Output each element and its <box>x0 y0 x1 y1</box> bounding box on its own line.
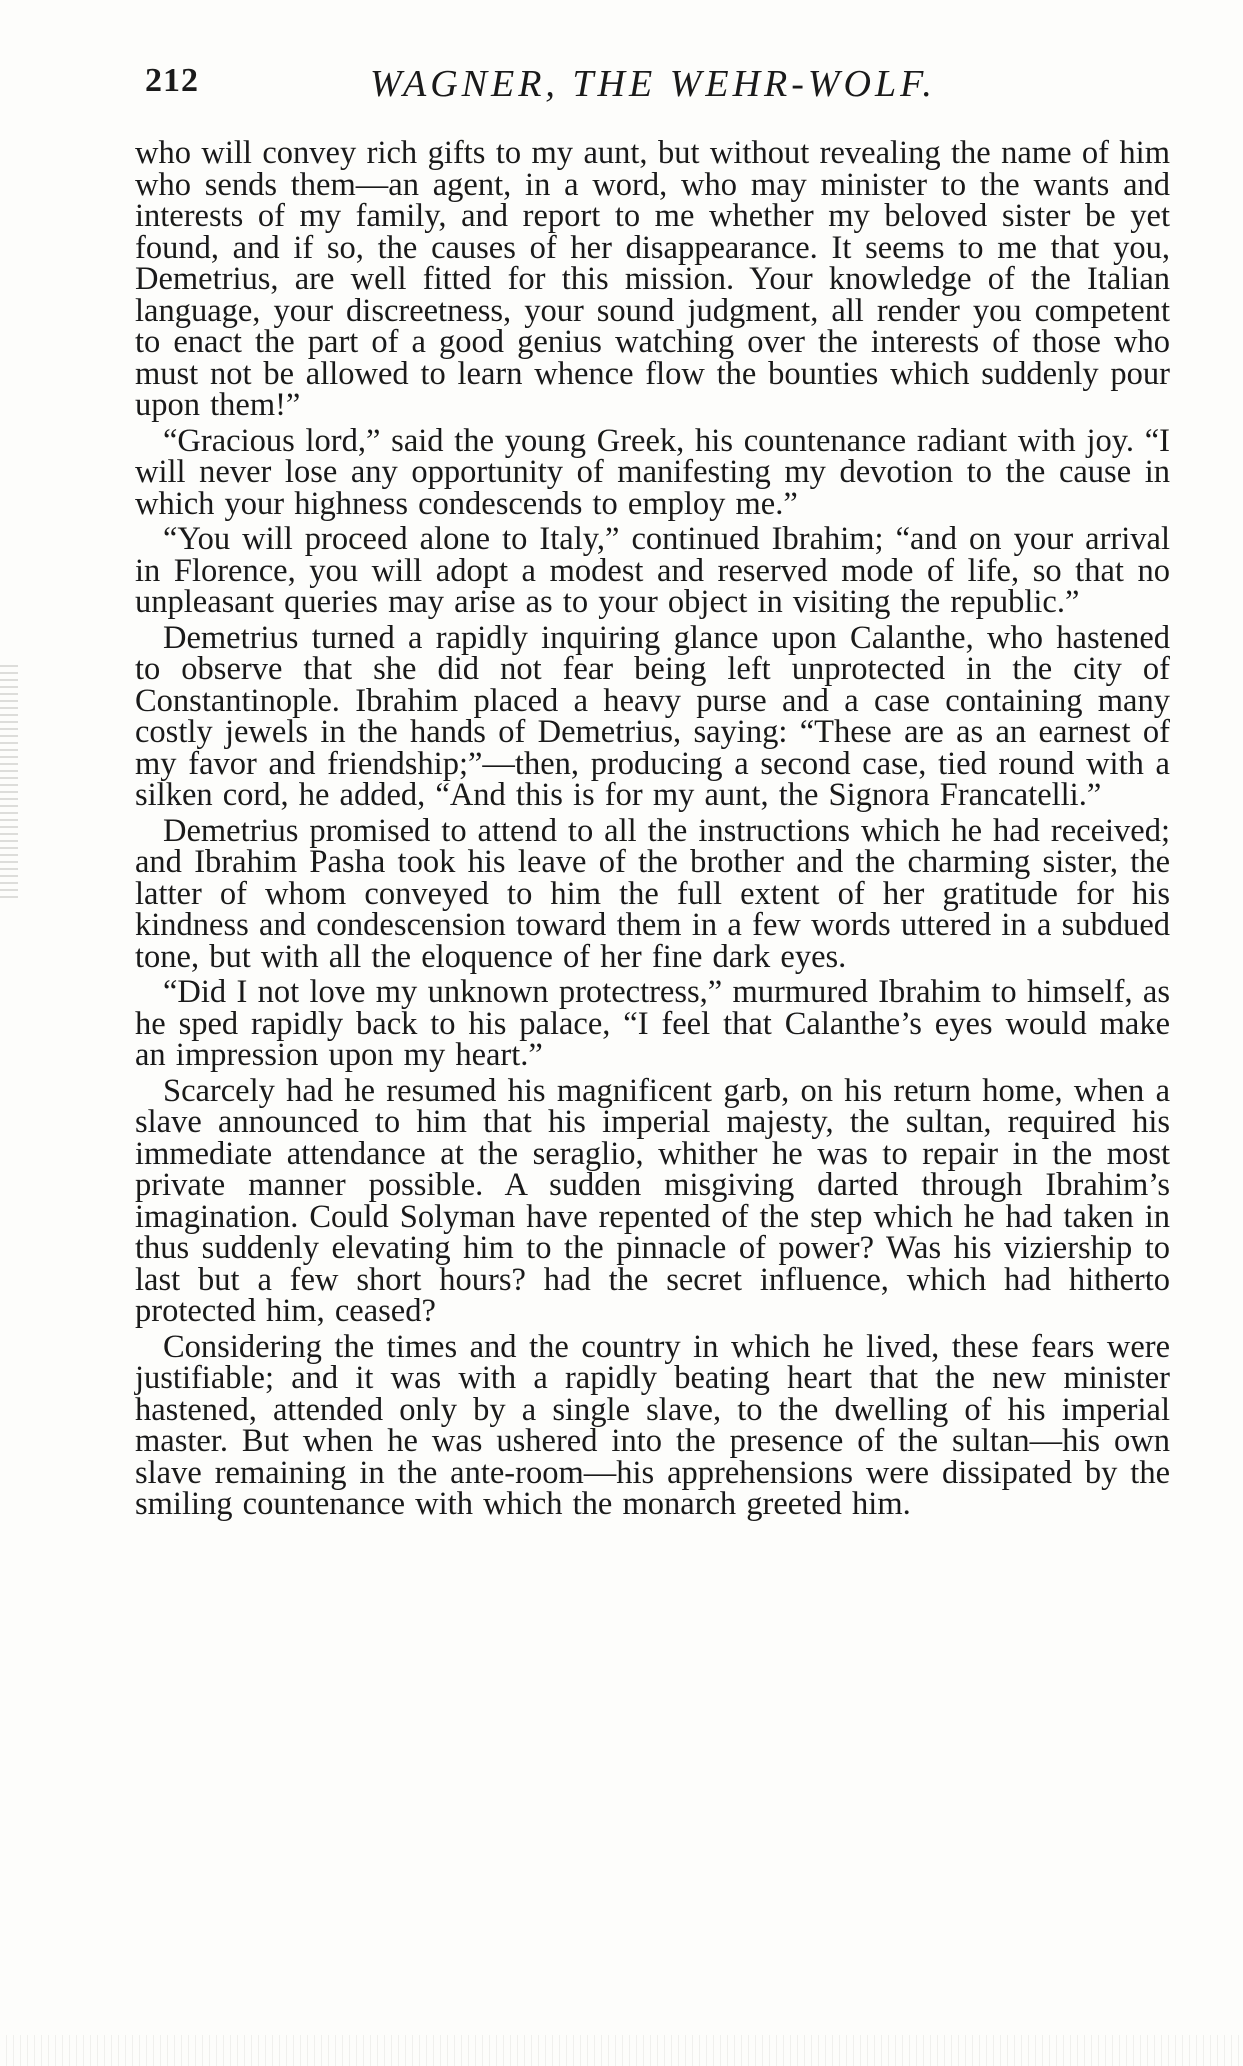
paragraph-3: “You will proceed alone to Italy,” continued Ibrahim; “and on your arrival in Florence, you will adopt a modest and reserved mode of life, so that no unpleasant queries may arise as to your object in visiting the republic.” <box>135 521 1170 620</box>
paragraph-7: Scarcely had he resumed his magnificent garb, on his return home, when a slave announced to him that his imperial majesty, the sultan, required his immediate attendance at the seraglio, whither he was to repair in the most private manner possible. A sudden misgiving darted through Ibrahim’s imagination. Could Solyman have repented of the step which he had taken in thus suddenly elevating him to the pinnacle of power? Was his viziership to last but a few short hours? had the secret influence, which had hitherto protected him, ceased? <box>135 1072 1170 1329</box>
scan-bottom-noise <box>0 2035 1243 2066</box>
body-text <box>135 135 1170 1522</box>
scan-edge-noise <box>0 660 18 900</box>
paragraph-2: “Gracious lord,” said the young Greek, his countenance radiant with joy. “I will never lose any opportunity of manifesting my devotion to the cause in which your highness condescends to employ me.” <box>135 422 1170 522</box>
page-number: 212 <box>145 62 199 99</box>
paragraph-1: who will convey rich gifts to my aunt, but without revealing the name of him who sends them—an agent, in a word, who may minister to the wants and interests of my family, and report to me whether my beloved sister be yet found, and if so, the causes of her disappearance. It seems to me that you, Demetrius, are well fitted for this mission. Your knowledge of the Italian language, your discreetness, your sound judgment, all render you competent to enact the part of a good genius watching over the interests of those who must not be allowed to learn whence flow the bounties which suddenly pour upon them!” <box>135 135 1170 423</box>
paragraph-6: “Did I not love my unknown protectress,” murmured Ibrahim to himself, as he sped rapidly back to his palace, “I feel that Calanthe’s eyes would make an impression upon my heart.” <box>135 974 1170 1073</box>
paragraph-8: Considering the times and the country in which he lived, these fears were justifiable; and it was with a rapidly beating heart that the new minister hastened, attended only by a single slave, to the dwelling of his imperial master. But when he was ushered into the presence of the sultan—his own slave remaining in the ante-room—his apprehensions were dissipated by the smiling countenance with which the monarch greeted him. <box>135 1328 1170 1522</box>
paragraph-5: Demetrius promised to attend to all the instructions which he had received; and Ibrahim Pasha took his leave of the brother and the charming sister, the latter of whom conveyed to him the full extent of her gratitude for his kindness and condescension toward them in a few words uttered in a subdued tone, but with all the eloquence of her fine dark eyes. <box>135 812 1170 975</box>
page-header <box>145 62 1145 122</box>
running-title: WAGNER, THE WEHR-WOLF. <box>370 63 936 105</box>
paragraph-4: Demetrius turned a rapidly inquiring glance upon Calanthe, who hastened to observe that she did not fear being left unprotected in the city of Constantinople. Ibrahim placed a heavy purse and a case containing many costly jewels in the hands of Demetrius, saying: “These are as an earnest of my favor and friendship;”—then, producing a second case, tied round with a silken cord, he added, “And this is for my aunt, the Signora Francatelli.” <box>135 619 1170 813</box>
